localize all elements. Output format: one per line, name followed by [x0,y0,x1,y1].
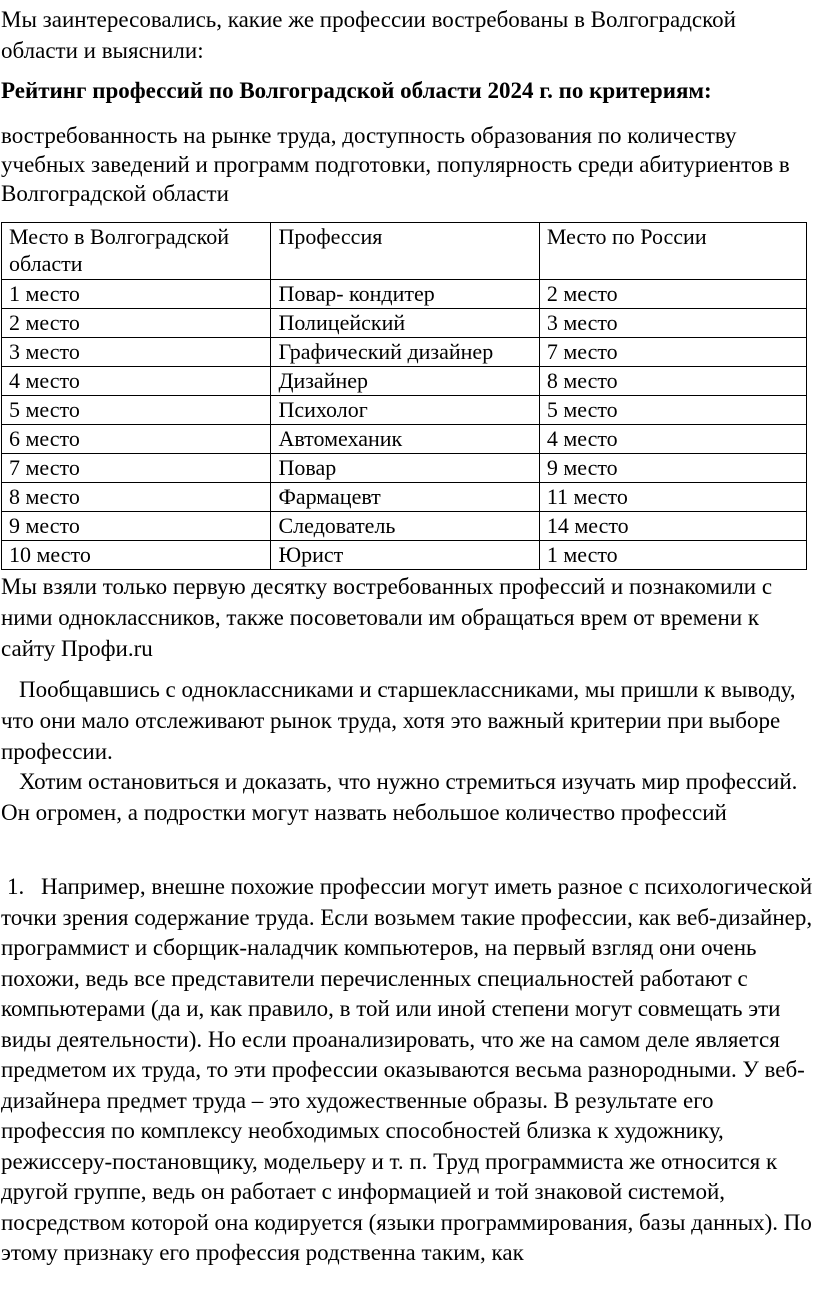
header-cell-russia-place: Место по России [539,223,806,280]
paragraph-top-ten: Мы взяли только первую десятку востребованных профессий и познакомили с ними одноклассников, также посоветовали им обращаться врем от времени к сайту Профи.ru [1,574,773,661]
cell-russia-place: 3 место [539,309,806,338]
paragraph-conclusion: Пообщавшись с одноклассниками и старшеклассниками, мы пришли к выводу, что они мало отслеживают рынок труда, хотя это важный критерии при выборе профессии. [1,677,796,764]
cell-region-place: 6 место [2,425,271,454]
table-row [2,541,807,570]
cell-profession: Следователь [271,512,539,541]
paragraph-goal: Хотим остановиться и доказать, что нужно стремиться изучать мир профессий. Он огромен, а подростки могут назвать небольшое количество профессий [1,769,798,825]
header-cell-profession: Профессия [271,223,539,280]
table-header-row [2,223,807,280]
cell-profession: Дизайнер [271,367,539,396]
cell-russia-place: 8 место [539,367,806,396]
table-row [2,483,807,512]
cell-region-place: 2 место [2,309,271,338]
cell-russia-place: 9 место [539,454,806,483]
cell-profession: Автомеханик [271,425,539,454]
cell-region-place: 1 место [2,280,271,309]
cell-region-place: 10 место [2,541,271,570]
cell-russia-place: 7 место [539,338,806,367]
cell-region-place: 5 место [2,396,271,425]
cell-region-place: 4 место [2,367,271,396]
table-row [2,280,807,309]
cell-profession: Психолог [271,396,539,425]
criteria-paragraph: востребованность на рынке труда, доступность образования по количеству учебных заведений и программ подготовки, популярность среди абитуриентов в Волгоградской области [1,123,790,206]
table-row [2,454,807,483]
table-row [2,367,807,396]
rating-heading: Рейтинг профессий по Волгоградской области 2024 г. по критериям: [1,78,712,103]
rating-table [1,222,807,570]
table-row [2,396,807,425]
table-row [2,338,807,367]
cell-region-place: 3 место [2,338,271,367]
cell-russia-place: 1 место [539,541,806,570]
intro-paragraph: Мы заинтересовались, какие же профессии востребованы в Волгоградской области и выяснили: [1,7,736,63]
cell-profession: Графический дизайнер [271,338,539,367]
list-item-number: 1. [7,874,25,899]
list-item-text: Например, внешне похожие профессии могут иметь разное с психологической точки зрения содержание труда. Если возьмем такие профессии, как веб-дизайнер, программист и сборщик-наладчик компьютеров, на первый взгляд они очень похожи, ведь все представители перечисленных специальностей работают с компьютерами (да и, как правило, в той или иной степени могут совмещать эти виды деятельности). Но если проанализировать, что же на самом деле является предметом их труда, то эти профессии оказываются весьма разнородными. У веб-дизайнера предмет труда – это художественные образы. В результате его профессия по комплексу необходимых способностей близка к художнику, режиссеру-постановщику, модельеру и т. п. Труд программиста же относится к другой группе, ведь он работает с информацией и той знаковой системой, посредством которой она кодируется (языки программирования, базы данных). По этому признаку его профессия родственна таким, как [1,874,813,1265]
cell-russia-place: 5 место [539,396,806,425]
cell-russia-place: 14 место [539,512,806,541]
cell-russia-place: 4 место [539,425,806,454]
numbered-list-item [1,872,813,1269]
table-row [2,512,807,541]
cell-profession: Юрист [271,541,539,570]
cell-russia-place: 2 место [539,280,806,309]
cell-region-place: 8 место [2,483,271,512]
table-row [2,309,807,338]
cell-profession: Повар [271,454,539,483]
cell-profession: Повар- кондитер [271,280,539,309]
cell-russia-place: 11 место [539,483,806,512]
cell-profession: Полицейский [271,309,539,338]
cell-region-place: 9 место [2,512,271,541]
cell-region-place: 7 место [2,454,271,483]
table-row [2,425,807,454]
header-cell-region-place: Место в Волгоградской области [2,223,271,280]
cell-profession: Фармацевт [271,483,539,512]
